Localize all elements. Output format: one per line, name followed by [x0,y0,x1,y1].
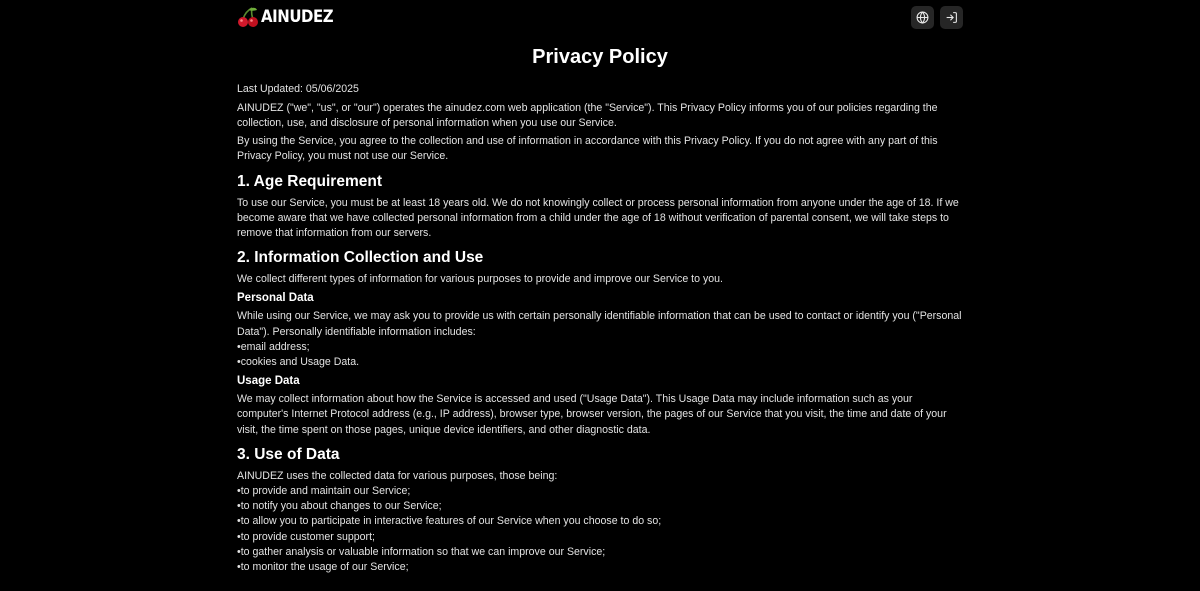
intro-paragraph: AINUDEZ ("we", "us", or "our") operates the ainudez.com web application (the "Service"). This Privacy Policy informs you of our policies regarding the collection, use, and disclosure of personal information when you use our Service. [237,101,938,129]
language-button[interactable] [911,6,934,29]
list-item: • to notify you about changes to our Service; [237,499,963,514]
globe-icon [916,11,929,24]
use-list [237,484,963,575]
page-title: Privacy Policy [532,46,668,68]
section-heading-use: 3. Use of Data [237,445,340,463]
list-item: • to monitor the usage of our Service; [237,560,963,575]
header-actions [911,6,963,29]
cherry-logo [237,6,259,28]
section-heading-collection: 2. Information Collection and Use [237,249,484,267]
subheading-personal-data: Personal Data [237,292,314,305]
list-item: • email address; [237,340,963,355]
use-paragraph: AINUDEZ uses the collected data for various purposes, those being: [237,469,558,482]
last-updated: Last Updated: 05/06/2025 [237,83,359,95]
policy-content [237,46,963,575]
section-heading-age: 1. Age Requirement [237,172,382,190]
list-item: • to provide customer support; [237,530,963,545]
login-button[interactable] [940,6,963,29]
age-paragraph: To use our Service, you must be at least 18 years old. We do not knowingly collect or process personal information from anyone under the age of 18. If we become aware that we have collected personal information from a child under the age of 18 without verification of parental consent, we will take steps to remove that information from our servers. [237,196,959,239]
personal-data-list [237,340,963,370]
top-bar [237,0,963,34]
page-container [237,0,963,575]
list-item: • cookies and Usage Data. [237,355,963,370]
list-item: • to provide and maintain our Service; [237,484,963,499]
brand-logo-link[interactable] [237,6,343,28]
personal-data-paragraph: While using our Service, we may ask you to provide us with certain personally identifiable information that can be used to contact or identify you ("Personal Data"). Personally identifiable information includes: [237,310,962,338]
usage-data-paragraph: We may collect information about how the Service is accessed and used ("Usage Data"). This Usage Data may include information such as your computer's Internet Protocol address (e.g., IP address), browser type, browser version, the pages of our Service that you visit, the time and date of your visit, the time spent on those pages, unique device identifiers, and other diagnostic data. [237,393,947,436]
collection-paragraph: We collect different types of information for various purposes to provide and improve our Service to you. [237,273,723,286]
subheading-usage-data: Usage Data [237,375,300,388]
list-item: • to gather analysis or valuable information so that we can improve our Service; [237,545,963,560]
login-icon [945,11,958,24]
brand-name: AINUDEZ [261,7,334,27]
list-item: • to allow you to participate in interactive features of our Service when you choose to do so; [237,514,963,529]
agreement-paragraph: By using the Service, you agree to the collection and use of information in accordance with this Privacy Policy. If you do not agree with any part of this Privacy Policy, you must not use our Service. [237,135,938,163]
